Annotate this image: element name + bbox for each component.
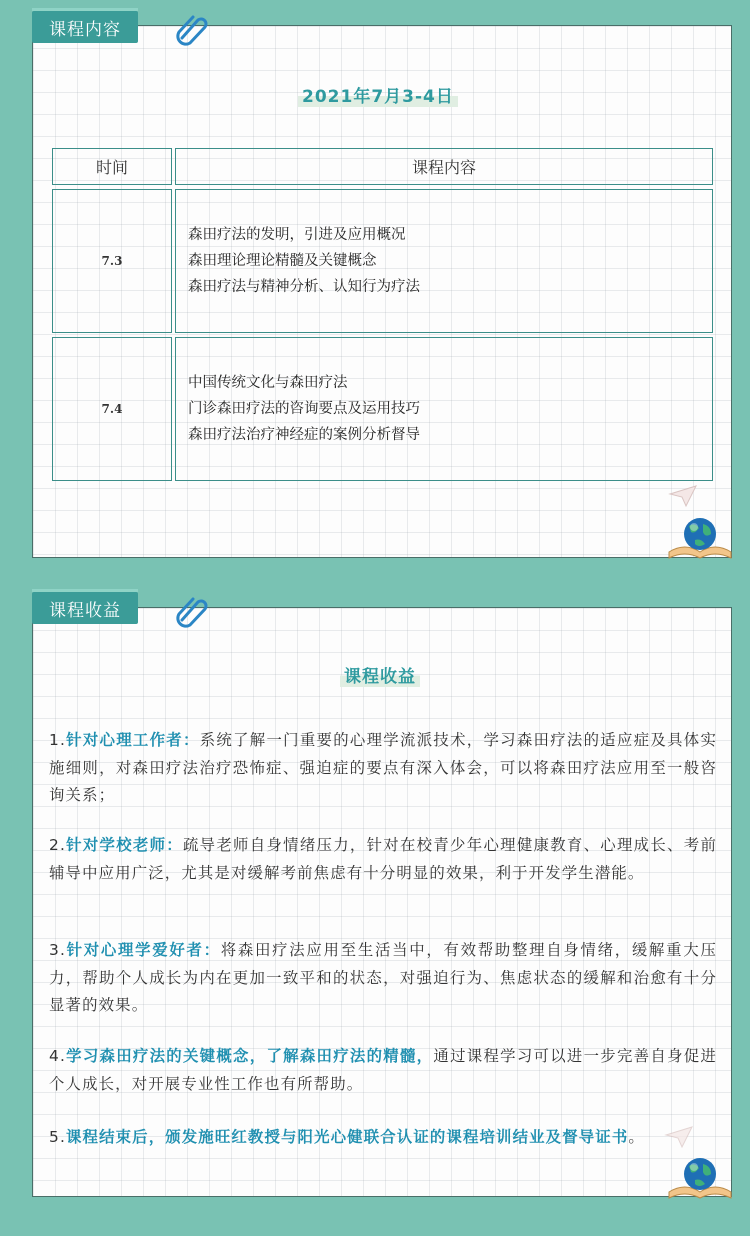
item-text: 系统了解一门重要的心理学流派技术，学习森田疗法的适应症及具体实施细则，对森田疗法治疗恐怖症、强迫症的要点有深入体会，可以将森田疗法应用至一般咨询关系；	[49, 731, 718, 804]
table-row-day: 7.3	[52, 189, 172, 333]
item-number: 1.	[49, 731, 66, 749]
course-content-tab: 课程内容	[32, 11, 138, 43]
list-item: 森田疗法与精神分析、认知行为疗法	[188, 279, 420, 295]
item-highlight: 课程结束后，颁发施旺红教授与阳光心健联合认证的课程培训结业及督导证书	[65, 1128, 629, 1146]
item-highlight: 针对学校老师：	[65, 836, 183, 854]
date-heading: 2021年7月3-4日	[298, 82, 458, 107]
course-benefits-tab: 课程收益	[32, 592, 138, 624]
item-text: 通过课程学习可以进一步完善自身促进个人成长，对开展专业性工作也有所帮助。	[49, 1047, 717, 1093]
item-text: 将森田疗法应用至生活当中，有效帮助整理自身情绪，缓解重大压力，帮助个人成长为内在更加一致平和的状态，对强迫行为、焦虑状态的缓解和治愈有十分显著的效果。	[49, 941, 717, 1014]
paper-plane-icon	[668, 484, 698, 508]
item-highlight: 学习森田疗法的关键概念，了解森田疗法的精髓，	[65, 1047, 434, 1065]
paperclip-icon	[170, 590, 210, 630]
item-highlight: 针对心理学爱好者：	[65, 941, 221, 959]
benefit-item	[49, 1043, 717, 1098]
benefit-item	[49, 727, 717, 810]
list-item: 森田疗法治疗神经症的案例分析督导	[188, 427, 420, 443]
benefit-item	[49, 832, 717, 887]
globe-book-icon	[665, 1152, 735, 1200]
list-item: 门诊森田疗法的咨询要点及运用技巧	[188, 401, 420, 417]
item-highlight: 针对心理工作者：	[65, 731, 200, 749]
table-header-content: 课程内容	[175, 148, 713, 185]
item-number: 5.	[49, 1128, 66, 1146]
item-text: 疏导老师自身情绪压力，针对在校青少年心理健康教育、心理成长、考前辅导中应用广泛，尤其是对缓解考前焦虑有十分明显的效果，利于开发学生潜能。	[49, 836, 717, 882]
list-item: 森田疗法的发明，引进及应用概况	[188, 227, 406, 243]
list-item: 森田理论理论精髓及关键概念	[188, 253, 377, 269]
table-row-items	[175, 337, 713, 481]
benefits-heading: 课程收益	[340, 662, 420, 687]
item-number: 4.	[49, 1047, 66, 1065]
course-benefits-card	[32, 607, 732, 1197]
item-number: 2.	[49, 836, 66, 854]
item-number: 3.	[49, 941, 66, 959]
globe-book-icon	[665, 512, 735, 560]
table-row-items	[175, 189, 713, 333]
benefit-item	[49, 937, 717, 1020]
table-row-day: 7.4	[52, 337, 172, 481]
paperclip-icon	[170, 8, 210, 48]
paper-plane-icon	[664, 1125, 694, 1149]
table-header-time: 时间	[52, 148, 172, 185]
benefit-item	[49, 1124, 717, 1152]
item-text: 。	[628, 1128, 645, 1146]
list-item: 中国传统文化与森田疗法	[188, 375, 348, 391]
